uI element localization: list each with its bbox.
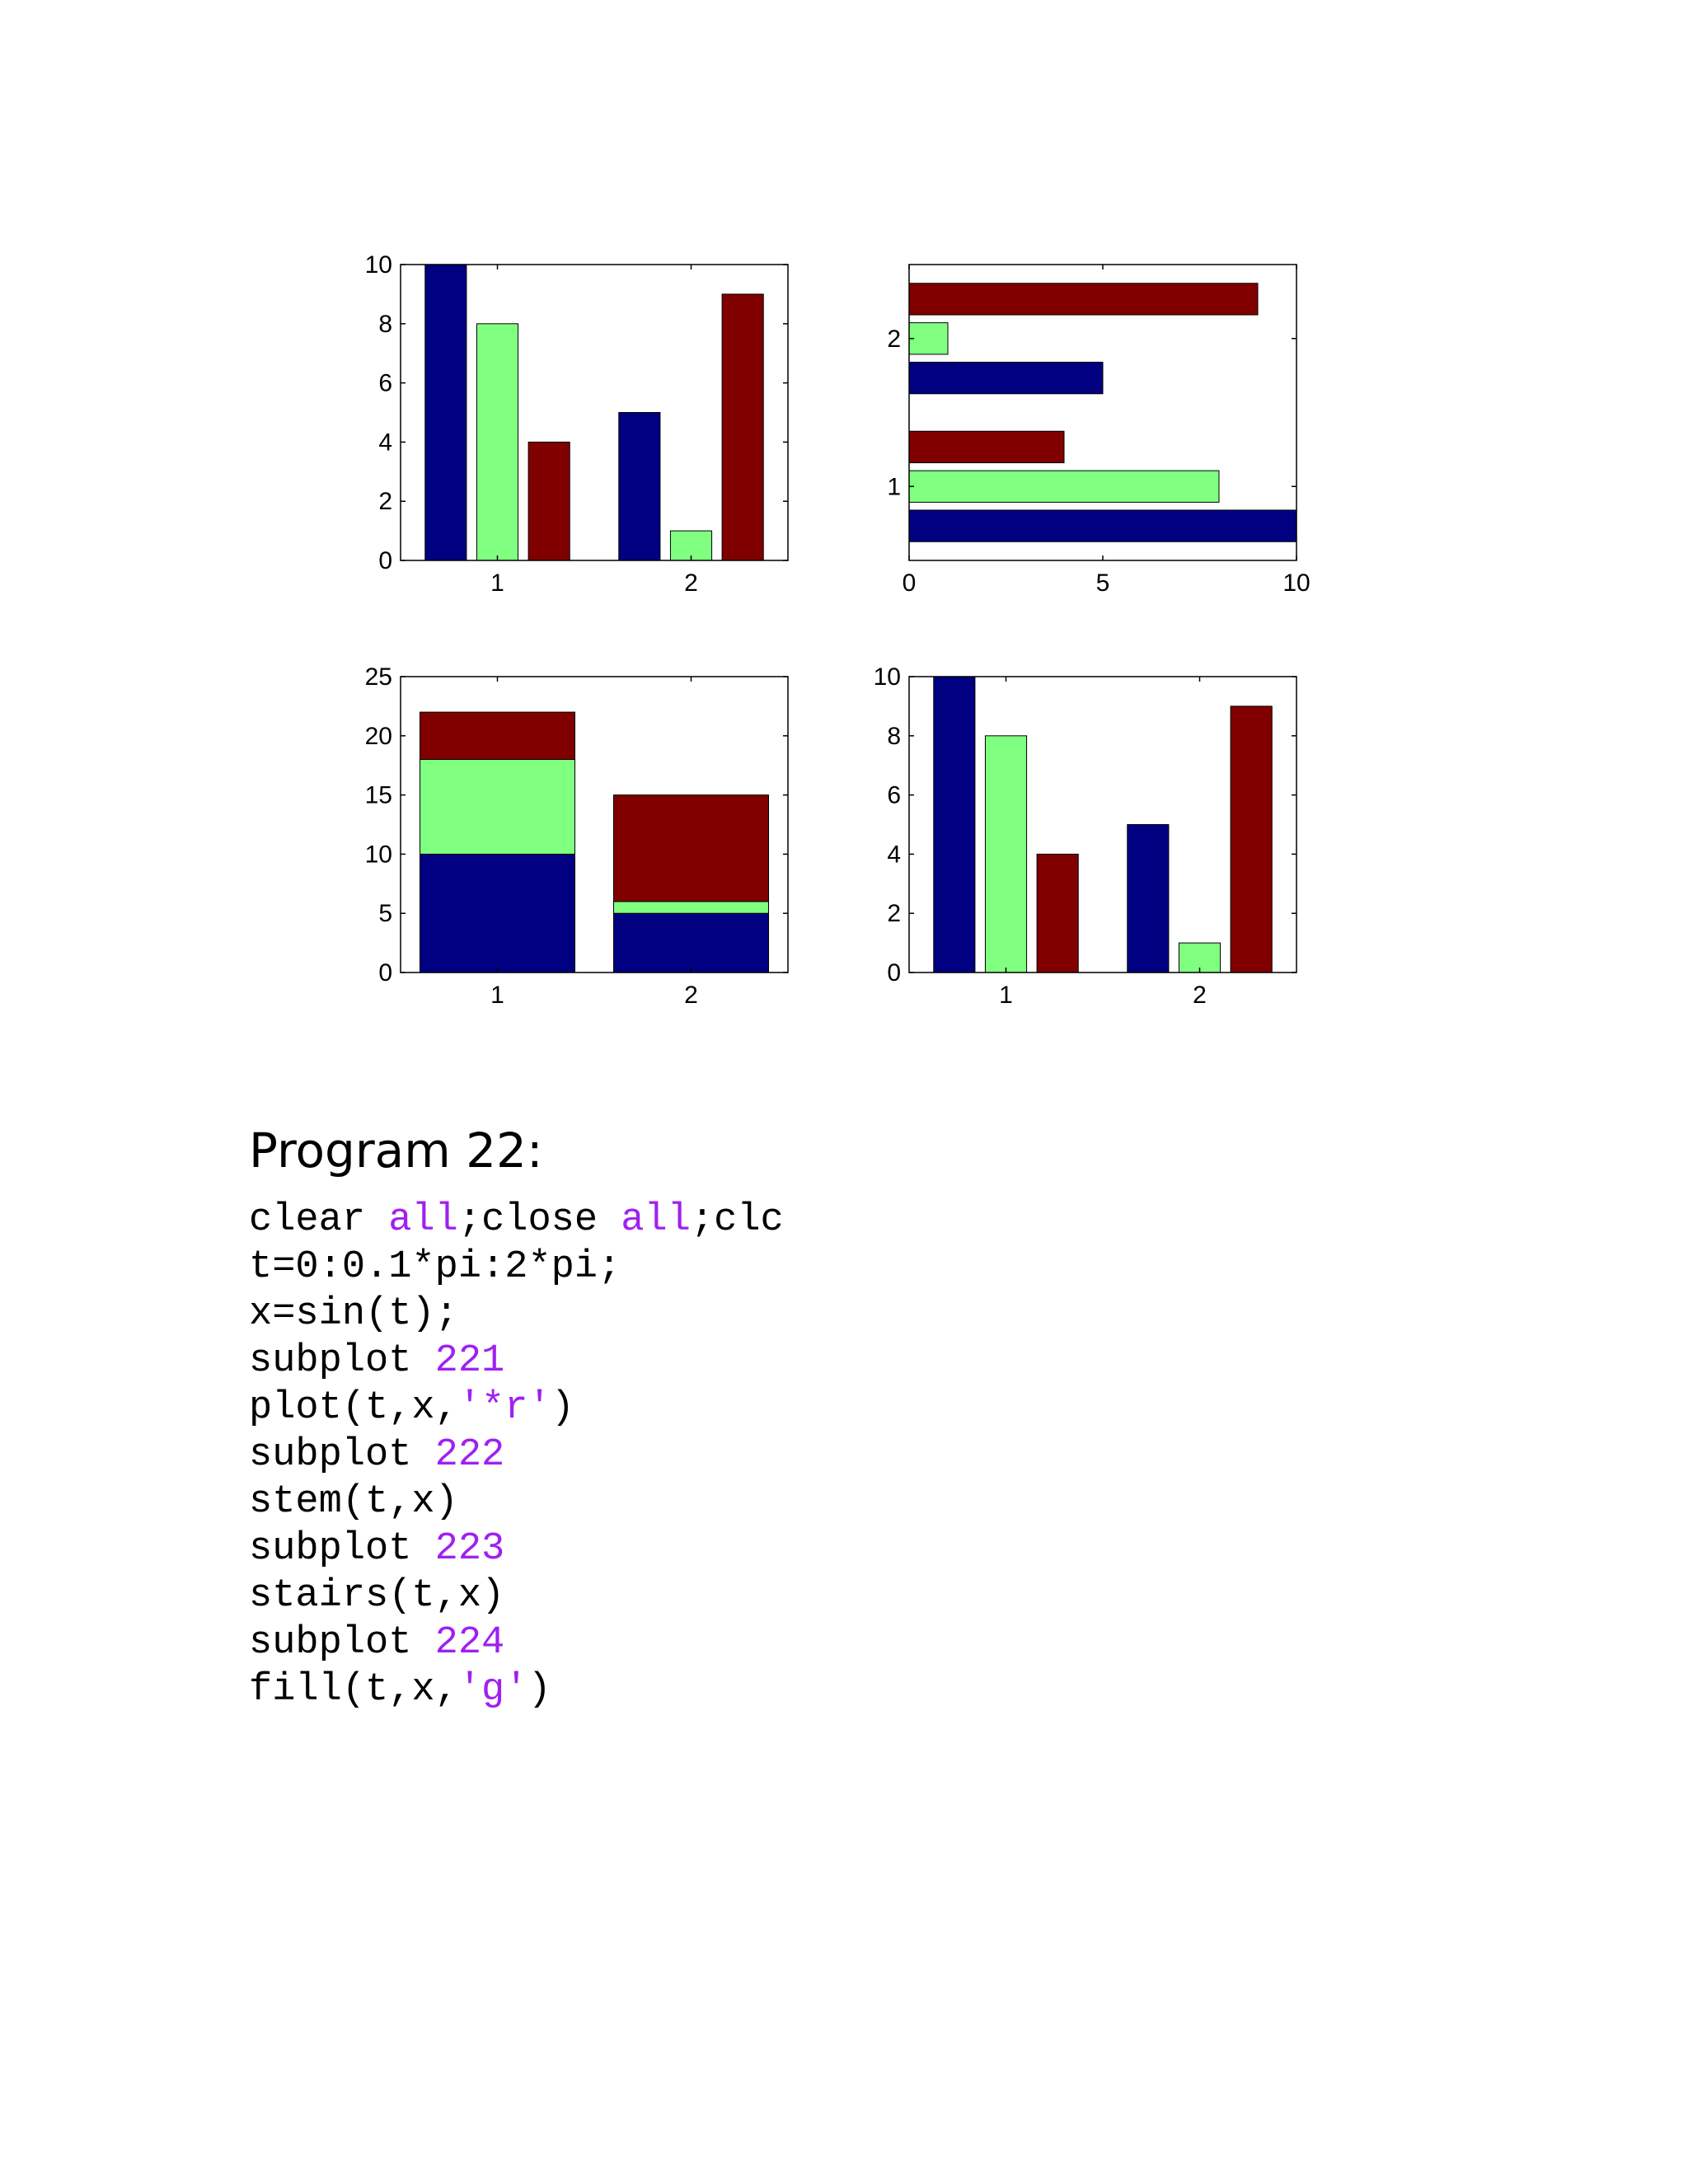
y-tick-label: 2 <box>887 900 901 928</box>
code-token: t=0:0.1*pi:2*pi; <box>249 1245 621 1289</box>
bar <box>1231 706 1272 972</box>
code-token: x=sin(t); <box>249 1292 458 1336</box>
code-keyword-token: 'g' <box>457 1668 528 1712</box>
y-tick-label: 0 <box>887 959 901 987</box>
bar <box>1128 825 1169 973</box>
bar <box>909 471 1219 502</box>
subplot-2 <box>887 265 1310 597</box>
bar <box>909 510 1296 541</box>
y-tick-label: 6 <box>378 369 392 397</box>
bar <box>425 265 467 560</box>
bar <box>909 431 1064 462</box>
bar <box>909 323 948 354</box>
y-tick-label: 2 <box>887 325 901 353</box>
x-tick-label: 2 <box>684 569 698 597</box>
y-tick-label: 2 <box>378 488 392 516</box>
y-tick-label: 10 <box>364 841 392 869</box>
bar <box>1037 854 1078 972</box>
code-token: clear <box>249 1198 389 1242</box>
y-tick-label: 8 <box>887 722 901 750</box>
code-line <box>249 1291 784 1338</box>
bar-segment <box>420 712 575 759</box>
code-keyword-token: 223 <box>434 1527 505 1571</box>
code-line <box>249 1385 784 1432</box>
code-line <box>249 1197 784 1244</box>
code-token: ;clc <box>690 1198 784 1242</box>
x-tick-label: 2 <box>1193 982 1207 1009</box>
bar <box>476 324 518 560</box>
bar <box>528 442 570 560</box>
bar-charts-figure <box>0 0 1688 1071</box>
bar <box>985 736 1026 972</box>
y-tick-label: 0 <box>378 959 392 987</box>
code-keyword-token: 222 <box>434 1433 505 1477</box>
x-tick-label: 1 <box>999 982 1013 1009</box>
code-token: stairs(t,x) <box>249 1574 505 1618</box>
code-line <box>249 1619 784 1666</box>
bar-segment <box>614 913 769 972</box>
x-tick-label: 2 <box>684 982 698 1009</box>
code-keyword-token: all <box>388 1198 458 1242</box>
x-tick-label: 5 <box>1095 569 1110 597</box>
code-token: subplot <box>249 1433 435 1477</box>
x-tick-label: 0 <box>902 569 917 597</box>
code-token: fill(t,x, <box>249 1668 458 1712</box>
subplot-4 <box>874 663 1296 1009</box>
y-tick-label: 0 <box>378 547 392 574</box>
code-token: ) <box>551 1386 574 1430</box>
y-tick-label: 20 <box>364 722 392 750</box>
code-token: ) <box>528 1668 551 1712</box>
bar-segment <box>614 902 769 913</box>
bar-segment <box>614 795 769 902</box>
y-tick-label: 25 <box>364 663 392 691</box>
code-token: subplot <box>249 1621 435 1665</box>
code-keyword-token: '*r' <box>457 1386 551 1430</box>
subplot-1 <box>365 251 788 597</box>
x-tick-label: 1 <box>490 982 504 1009</box>
bar <box>619 413 660 561</box>
y-tick-label: 10 <box>873 663 901 691</box>
bar-segment <box>420 760 575 855</box>
subplot-3 <box>365 663 788 1009</box>
code-keyword-token: all <box>621 1198 691 1242</box>
bar <box>909 362 1103 393</box>
y-tick-label: 1 <box>887 473 901 501</box>
code-line <box>249 1666 784 1713</box>
y-tick-label: 8 <box>378 310 392 338</box>
code-keyword-token: 221 <box>434 1339 505 1383</box>
code-line <box>249 1572 784 1619</box>
bar-segment <box>420 854 575 972</box>
x-tick-label: 10 <box>1282 569 1311 597</box>
code-token: ;close <box>457 1198 621 1242</box>
x-tick-label: 1 <box>490 569 504 597</box>
bar <box>934 677 975 972</box>
y-tick-label: 15 <box>364 781 392 809</box>
y-tick-label: 4 <box>378 429 392 457</box>
code-token: stem(t,x) <box>249 1480 458 1524</box>
code-line <box>249 1432 784 1479</box>
y-tick-label: 4 <box>887 841 901 869</box>
y-tick-label: 5 <box>378 900 392 928</box>
bar <box>909 284 1258 315</box>
code-line <box>249 1526 784 1572</box>
code-token: plot(t,x, <box>249 1386 458 1430</box>
y-tick-label: 6 <box>887 781 901 809</box>
code-listing <box>249 1197 784 1713</box>
bar <box>722 294 763 560</box>
code-token: subplot <box>249 1339 435 1383</box>
code-token: subplot <box>249 1527 435 1571</box>
y-tick-label: 10 <box>364 251 392 279</box>
code-keyword-token: 224 <box>434 1621 505 1665</box>
code-line <box>249 1338 784 1385</box>
code-line <box>249 1479 784 1526</box>
code-line <box>249 1244 784 1291</box>
program-heading: Program 22: <box>249 1122 543 1179</box>
